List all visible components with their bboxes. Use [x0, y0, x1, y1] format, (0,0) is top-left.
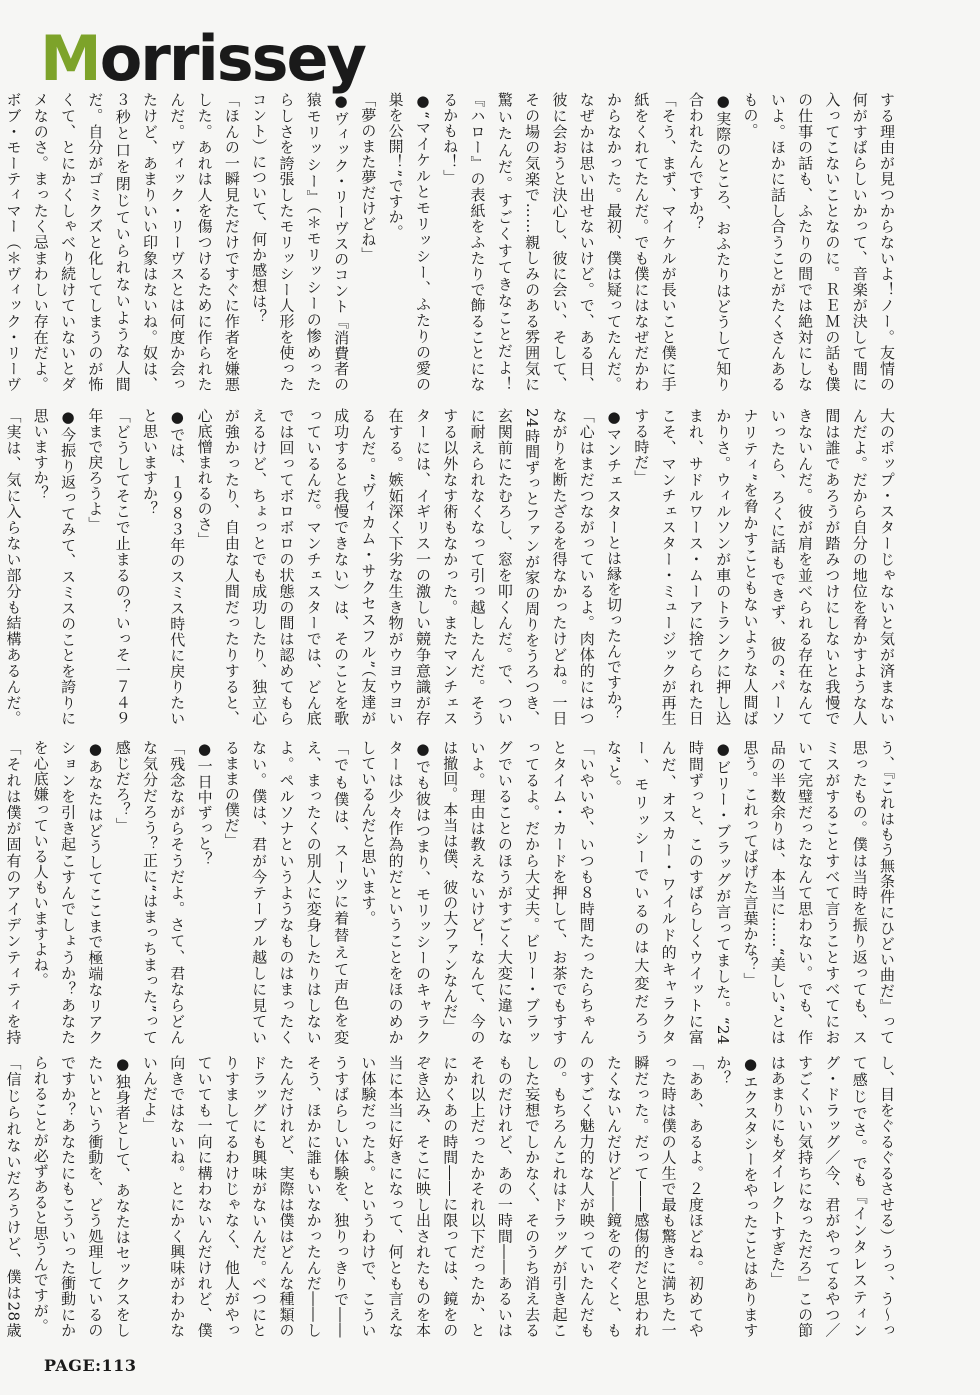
paragraph: 大のポップ・スターじゃないと気が済まないんだよ。だから自分の地位を脅かすような人間は誰であろうが踏みつけにしないと我慢できないんだ。彼が肩を並べられる存在なんていったら、ろくに話もできず、彼の“パーソナリティ”を脅かすこともないような人間ばかりさ。ウィルソンが車のトランクに押し込まれ、サドルワース・ムーアに捨てられた日こそ、マンチェスター・ミュージックが再生する時だ」	[632, 408, 896, 726]
paragraph: 「それは僕が固有のアイデンティティを持	[4, 740, 23, 1045]
paragraph: ●ヴィック・リーヴスのコント『消費者の猿モリッシー』（＊モリッシーの惨めったらしさを誇張したモリッシー人形を使ったコント）について、何か感想は？	[250, 92, 351, 392]
paragraph: 「ああ、あるよ。２度ほどね。初めてやった時は僕の人生で最も驚きに満ちた一瞬だった。だって――感傷的だと思われたくないんだけど――鏡をのぞくと、ものすごく魅力的な人が映っていたんだもの。もちろんこれはドラッグが引き起こした妄想でしかなく、そのうち消え去るものだけれど、あの一時間――あるいはそれ以上だったかそれ以下だったか、とにかくあの時間――に限っては、鏡をのぞき込み、そこに映し出されたものを本当に本当に好きになって、何とも言えない体験だったよ。というわけで、こういうすばらしい体験を、独りっきりで――そう、ほかに誰もいなかったんだ――したんだけれど、実際は僕はどんな種類のドラッグにも興味がないんだ。べつにとりすましてるわけじゃなく、他人がやっていても一向に構わないんだけれど、僕向きではないね。とにかく興味がわかないんだよ」	[140, 1055, 705, 1338]
text-band-3	[4, 740, 900, 1045]
paragraph: 「ほんの一瞬見ただけですぐに作者を嫌悪した。あれは人を傷つけるために作られたんだ。ヴィック・リーヴスとは何度か会ったけど、あまりいい印象はないね。奴は、３秒と口を閉じていられないような人間だ。自分がゴミクズと化してしまうのが怖くて、とにかくしゃべり続けていないとダメなのさ。まったく忌まわしい存在だよ。ボブ・モーティマー（＊ヴィック・リーヴ	[4, 92, 241, 392]
paragraph: 「夢のまた夢だけどね」	[359, 92, 378, 263]
text-band-1	[4, 92, 900, 392]
paragraph: ●ビリー・ブラッグが言ってました。“24時間ずっと、このすばらしくウイットに富んだ、オスカー・ワイルド的キャラクター、モリッシーでいるのは大変だろうな”と。	[605, 740, 733, 1045]
paragraph: 「どうしてそこで止まるの？いっそ一７４９年まで戻ろうよ」	[86, 408, 132, 726]
paragraph: ●エクスタシーをやったことはありますか？	[714, 1055, 760, 1338]
paragraph: し、目をぐるぐるさせる）うっ、う～って感じでさ。でも『インタレスティング・ドラッグ／今、君がやってるやつ／すごくいい気持ちになっただろ』この節はあまりにもダイレクトすぎた」	[768, 1055, 896, 1338]
paragraph: 「実は、気に入らない部分も結構あるんだ。	[4, 408, 23, 726]
text-band-4	[4, 1055, 900, 1338]
paragraph: ●“マイケルとモリッシー、ふたりの愛の巣を公開！”ですか。	[386, 92, 432, 392]
paragraph: 「残念ながらそうだよ。さて、君ならどんな気分だろう？正に“はまっちまった”って感じだろ？」	[113, 740, 187, 1045]
paragraph: ●一日中ずっと？	[195, 740, 214, 867]
title-rest: orrissey	[99, 22, 365, 95]
paragraph: ●マンチェスターとは縁を切ったんですか？	[605, 408, 624, 721]
text-band-2	[4, 408, 900, 726]
paragraph: ●独身者として、あなたはセックスをしたいという衝動を、どう処理しているのですか？あなたにもこういった衝動にかられることが必ずあると思うんですが。	[31, 1055, 132, 1338]
article-title	[40, 22, 365, 95]
paragraph: ●実際のところ、おふたりはどうして知り合われたんですか？	[686, 92, 733, 392]
paragraph: 「でも僕は、スーツに着替えて声色を変え、まったくの別人に変身したりはしないよ。ペルソナというようなものはまったくない。僕は、君が今テーブル越しに見ているままの僕だ」	[222, 740, 351, 1045]
paragraph: 「信じられないだろうけど、僕は28歳	[4, 1055, 23, 1338]
paragraph: う、『これはもう無条件にひどい曲だ』って思ったもの。僕は当時を振り返っても、スミスがすることすべて言うことすべてにおいて完璧だったなんて思わない。でも、作品の半数余りは、本当に……“美しい”とは思う。これってばげた言葉かな？」	[741, 740, 896, 1045]
paragraph: 「心はまだつながっているよ。肉体的にはつながりを断たざるを得なかったけどね。一日24時間ずっとファンが家の周りをうろつき、玄関前にたむろし、窓を叩くんだ。で、ついに耐えられなくなって引っ越したんだ。そうする以外なす術もなかった。またマンチェスターには、イギリス一の激しい競争意識が存在する。嫉妬深く下劣な生き物がウヨウヨいるんだ。“ヴィカム・サクセスフル”（友達が成功すると我慢できない）は、そのことを歌っているんだ。マンチェスターでは、どん底では回ってボロボロの状態の間は認めてもらえるけど、ちょっとでも成功したり、独立心が強かったり、自由な人間だったりすると、心底憎まれるのさ」	[195, 408, 596, 726]
page-number: PAGE:113	[44, 1356, 137, 1375]
paragraph: ●では、１９８３年のスミス時代に戻りたいと思いますか？	[140, 408, 187, 726]
title-initial: M	[40, 22, 100, 95]
paragraph: 「そう、まず、マイケルが長いこと僕に手紙をくれてたんだ。でも僕にはなぜだかわからなかった。最初、僕は疑ってたんだ。なぜかは思い出せないけど。で、ある日、彼に会おうと決心し、彼に会い、そして、その場の気楽で……親しみのある雰囲気に驚いたんだ。すごくすてきなことだよ！『ハロー』の表紙をふたりで飾ることになるかもね！」	[441, 92, 678, 392]
paragraph: する理由が見つからないよ！ノー。友情の何がすばらしいかって、音楽が決して間に入ってこないことなのに。ＲＥＭの話も僕の仕事の話も、ふたりの間では絶対にしないよ。ほかに話し合うことがたくさんあるもの。	[741, 92, 896, 392]
paragraph: ●でも彼はつまり、モリッシーのキャラクターは少々作為的だということをほのめかしているんだと思います。	[359, 740, 432, 1045]
paragraph: 「いやいや、いつも８時間たったらちゃんとタイム・カードを押して、お茶でもすすってるよ。だから大丈夫。ビリー・ブラッグでいることのほうがすごく大変に違いないよ。理由は教えないけど！なんて、今のは撤回。本当は僕、彼の大ファンなんだ」	[441, 740, 596, 1045]
paragraph: ●あなたはどうしてここまで極端なリアクションを引き起こすんでしょうか？あなたを心底嫌っている人もいますよね。	[31, 740, 105, 1045]
paragraph: ●今振り返ってみて、スミスのことを誇りに思いますか？	[31, 408, 78, 726]
